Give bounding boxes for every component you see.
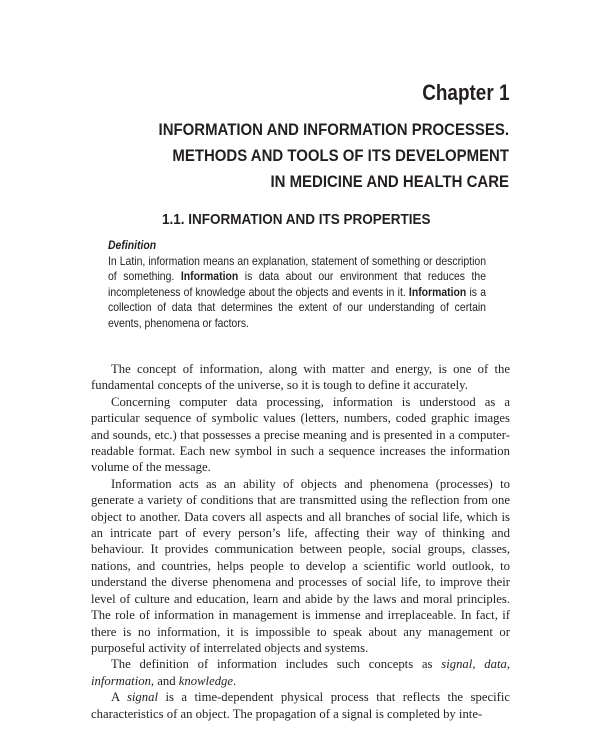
paragraph-4-text-3: , [506, 657, 510, 672]
term-signal: signal [441, 657, 473, 672]
definition-text [108, 254, 486, 332]
paragraph-5-text-1: A [111, 690, 127, 705]
paragraph-2: Concerning computer data processing, information is understood as a particular sequence of symbolic values (letters, numbers, coded graphic images and sounds, etc.) that possesses a precise meaning and is presented in a computer-readable format. Each new symbol in such a sequence increases the information volume of the message. [91, 394, 510, 475]
term-data: data [484, 657, 507, 672]
definition-term-2: Information [408, 285, 467, 299]
paragraph-3: Information acts as an ability of objects and phenomena (processes) to generate a variety of conditions that are transmitted using the reflection from one object to another. Data covers all aspects and all branches of social life, which is an intricate part of every person’s life, affecting their way of thinking and behaviour. It provides communication between people, social groups, classes, nations, and countries, helps people to develop a scientific world outlook, to understand the diverse phenomena and processes of social life, to improve their level of culture and education, learn and abide by the laws and moral principles. The role of information in management is immense and irreplaceable. In fact, if there is no information, it is impossible to speak about any management or purposeful activity of interrelated objects and systems. [91, 476, 510, 655]
definition-label: Definition [108, 239, 157, 252]
term-knowledge: knowledge [178, 673, 234, 688]
definition-box [108, 238, 486, 332]
chapter-title [104, 117, 509, 195]
paragraph-1: The concept of information, along with matter and energy, is one of the fundamental concepts of the universe, so it is tough to define it accurately. [91, 362, 510, 393]
definition-term-1: Information [180, 270, 239, 284]
paragraph-5 [91, 689, 510, 722]
chapter-title-line-3: IN MEDICINE AND HEALTH CARE [270, 172, 509, 191]
paragraph-5-text-2: is a time-dependent physical process that reflects the specific characteristics of an object. The propagation of a signal is completed by inte- [91, 690, 510, 721]
paragraph-4 [91, 656, 510, 689]
definition-text-3: is a collection of data that determines the extent of our understanding of certain events, phenomena or factors. [108, 285, 487, 330]
definition-text-1: In Latin, information means an explanation, statement of something or description of something. [108, 254, 486, 284]
paragraph-4-text-1: The definition of information includes such concepts as [111, 657, 442, 672]
chapter-title-line-1: INFORMATION AND INFORMATION PROCESSES. [158, 120, 509, 139]
definition-text-2: is data about our environment that reduces the incompleteness of knowledge about the objects and events in it. [108, 270, 487, 299]
paragraph-4-text-2: , [472, 657, 485, 672]
term-information: information [91, 673, 151, 688]
chapter-title-line-2: METHODS AND TOOLS OF ITS DEVELOPMENT [172, 146, 510, 165]
chapter-label: Chapter 1 [421, 80, 509, 105]
term-signal-2: signal [126, 690, 158, 705]
paragraph-4-text-5: . [233, 673, 237, 688]
paragraph-4-text-4: , and [150, 673, 179, 688]
body-text [91, 361, 510, 722]
section-heading: 1.1. INFORMATION AND ITS PROPERTIES [162, 211, 431, 228]
